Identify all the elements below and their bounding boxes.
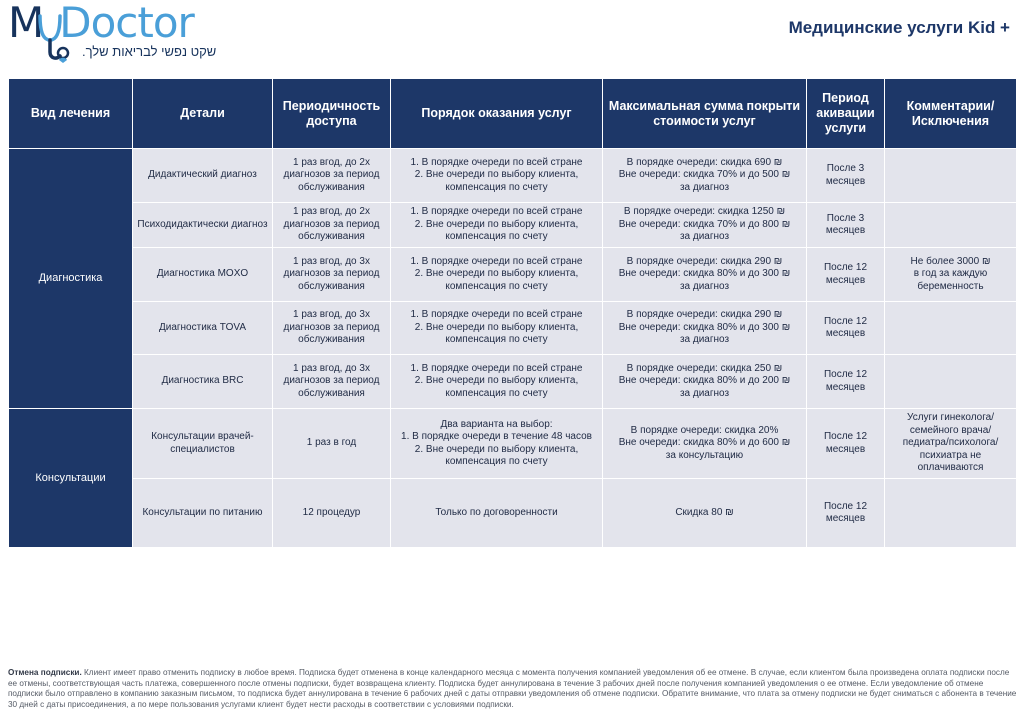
row-max-coverage-line: В порядке очереди: скидка 690 ₪ (626, 156, 783, 168)
row-max-coverage-line: В порядке очереди: скидка 250 ₪ (626, 362, 783, 374)
row-max-coverage-line: Вне очереди: скидка 80% и до 300 ₪ (618, 321, 791, 333)
row-comments-line: семейного врача/ (909, 424, 992, 436)
row-frequency (273, 149, 391, 203)
row-max-coverage-line: Вне очереди: скидка 80% и до 300 ₪ (618, 268, 791, 280)
row-service-order (391, 479, 603, 548)
logo-wordmark-prefix: M (8, 0, 44, 47)
logo-tagline: שקט נפשי לבריאות שלך. (82, 44, 217, 59)
row-service-order-line: 2. Вне очереди по выбору клиента, (414, 218, 579, 230)
row-comments (885, 355, 1017, 409)
row-max-coverage-line: за диагноз (679, 181, 730, 193)
row-comments-line: педиатра/психолога/ (902, 437, 999, 449)
row-activation-period (807, 203, 885, 248)
row-details: Диагностика BRC (133, 355, 273, 409)
row-frequency (273, 248, 391, 302)
row-service-order-line: 1. В порядке очереди по всей стране (410, 206, 583, 218)
table-row (9, 409, 1017, 479)
row-frequency (273, 479, 391, 548)
category-diagnostics: Диагностика (9, 149, 133, 409)
row-activation-period (807, 248, 885, 302)
row-activation-period-line: месяцев (825, 225, 866, 236)
row-activation-period-line: После 3 (826, 163, 865, 174)
row-activation-period-line: После 12 (823, 315, 868, 327)
row-max-coverage-line: Вне очереди: скидка 80% и до 200 ₪ (618, 375, 791, 387)
row-max-coverage-line: Вне очереди: скидка 70% и до 500 ₪ (618, 169, 791, 181)
logo-wordmark-main: Doctor (59, 0, 194, 47)
row-max-coverage (603, 248, 807, 302)
row-frequency-line: обслуживания (298, 387, 365, 399)
row-frequency-line: диагнозов за период (283, 218, 380, 230)
row-max-coverage (603, 355, 807, 409)
services-table (8, 78, 1017, 548)
row-max-coverage-line: за диагноз (679, 387, 730, 399)
row-frequency-line: 1 раз вгод, до 3х (293, 362, 370, 374)
row-max-coverage-line: Скидка 80 ₪ (675, 506, 734, 518)
row-service-order-line: 1. В порядке очереди в течение 48 часов (401, 431, 592, 442)
row-activation-period-line: месяцев (825, 175, 866, 187)
row-activation-period-line: месяцев (825, 274, 866, 286)
row-frequency-line: обслуживания (298, 181, 365, 193)
table-row (9, 149, 1017, 203)
row-service-order (391, 409, 603, 479)
row-comments (885, 409, 1017, 479)
row-activation-period-line: После 12 (823, 500, 868, 512)
row-comments (885, 248, 1017, 302)
row-max-coverage (603, 149, 807, 203)
row-service-order-line: 2. Вне очереди по выбору клиента, (414, 375, 579, 387)
row-activation-period (807, 355, 885, 409)
mydoctor-logo (8, 2, 248, 66)
row-activation-period (807, 409, 885, 479)
row-service-order (391, 149, 603, 203)
row-comments-line: беременность (917, 280, 984, 292)
cancellation-note (8, 668, 1018, 710)
row-service-order-line: 2. Вне очереди по выбору клиента, (414, 321, 579, 333)
row-activation-period-line: месяцев (825, 513, 866, 524)
row-max-coverage (603, 203, 807, 248)
row-max-coverage-line: В порядке очереди: скидка 290 ₪ (626, 309, 783, 321)
row-frequency-line: 1 раз вгод, до 3х (293, 309, 370, 321)
row-frequency-line: диагнозов за период (283, 169, 380, 181)
cancellation-note-text: Клиент имеет право отменить подписку в любое время. Подписка будет отменена в конце календарного месяца с момента получения компанией уведомления об ее отмене. В случае, если клиентом была произведена оплата подписки после ее отмены, соответствующая часть платежа, совершенного после отмены подписки, будет возвращена клиенту. Подписка будет аннулирована в течение 3 рабочих дней после получения компанией уведомления о ее отмене. Если уведомление об отмене подписки было отправлено в компанию заказным письмом, то подписка будет аннулирована в течение 6 рабочих дней с даты отправки уведомления об отмене подписки. Обратите внимание, что плата за отмену подписки не будет сниматься с абонента в течение 30 дней с даты присоединения, а по мере пользования услугами клиент будет нести расходы в соответствии с условиями подписки. (8, 668, 1017, 709)
category-consultations: Консультации (9, 409, 133, 548)
row-service-order-line: 2. Вне очереди по выбору клиента, (414, 169, 579, 181)
header-service-order: Порядок оказания услуг (391, 79, 603, 149)
row-max-coverage-line: Вне очереди: скидка 80% и до 600 ₪ (618, 437, 791, 449)
row-service-order-line: компенсация по счету (445, 387, 548, 399)
row-max-coverage (603, 409, 807, 479)
table-row (9, 355, 1017, 409)
page-title: Медицинские услуги Kid + (788, 18, 1010, 37)
row-activation-period-line: После 12 (823, 369, 868, 380)
row-service-order-line: компенсация по счету (445, 280, 548, 292)
row-details: Диагностика TOVA (133, 302, 273, 355)
row-max-coverage (603, 302, 807, 355)
row-frequency-line: 12 процедур (302, 506, 361, 518)
row-service-order-line: компенсация по счету (445, 181, 548, 193)
row-activation-period-line: месяцев (825, 328, 866, 339)
row-service-order-line: компенсация по счету (445, 334, 548, 346)
row-activation-period (807, 149, 885, 203)
row-frequency-line: диагнозов за период (283, 268, 380, 280)
row-frequency (273, 355, 391, 409)
row-service-order (391, 248, 603, 302)
row-details: Дидактический диагноз (133, 149, 273, 203)
row-activation-period (807, 479, 885, 548)
row-comments (885, 149, 1017, 203)
header-treatment-type: Вид лечения (9, 79, 133, 149)
row-max-coverage-line: В порядке очереди: скидка 1250 ₪ (623, 206, 786, 218)
table-row (9, 479, 1017, 548)
row-max-coverage (603, 479, 807, 548)
page-header (0, 0, 1024, 72)
row-service-order-line: Только по договоренности (435, 506, 558, 518)
row-comments (885, 302, 1017, 355)
row-frequency-line: 1 раз вгод, до 3х (293, 255, 370, 267)
cancellation-note-title: Отмена подписки. (8, 668, 82, 677)
row-comments (885, 203, 1017, 248)
row-frequency-line: 1 раз в год (306, 437, 357, 449)
row-activation-period-line: После 12 (823, 431, 868, 442)
table-header-row (9, 79, 1017, 149)
row-activation-period-line: месяцев (825, 381, 866, 393)
row-frequency-line: диагнозов за период (283, 321, 380, 333)
row-service-order-line: компенсация по счету (445, 456, 548, 467)
row-details: Диагностика MOXO (133, 248, 273, 302)
row-comments-line: в год за каждую (913, 268, 988, 280)
header-details: Детали (133, 79, 273, 149)
row-max-coverage-line: за консультацию (665, 449, 744, 461)
row-service-order (391, 355, 603, 409)
row-frequency-line: обслуживания (298, 280, 365, 292)
header-max-coverage: Максимальная сумма покрыти стоимости услуг (603, 79, 807, 149)
row-activation-period-line: После 3 (826, 212, 865, 224)
table-row (9, 248, 1017, 302)
row-frequency (273, 409, 391, 479)
row-comments (885, 479, 1017, 548)
row-frequency-line: обслуживания (298, 334, 365, 346)
row-comments-line: психиатра не (919, 449, 982, 461)
row-frequency (273, 203, 391, 248)
row-frequency-line: 1 раз вгод, до 2х (293, 206, 370, 218)
stethoscope-icon (36, 8, 76, 64)
row-service-order-line: 1. В порядке очереди по всей стране (410, 362, 583, 374)
row-details: Консультации по питанию (133, 479, 273, 548)
row-service-order-line: компенсация по счету (445, 231, 548, 243)
header-access-frequency: Периодичность доступа (273, 79, 391, 149)
row-details: Консультации врачей-специалистов (133, 409, 273, 479)
row-frequency-line: диагнозов за период (283, 375, 380, 387)
row-max-coverage-line: В порядке очереди: скидка 20% (630, 424, 779, 436)
row-service-order (391, 203, 603, 248)
row-max-coverage-line: за диагноз (679, 280, 730, 292)
row-service-order (391, 302, 603, 355)
row-max-coverage-line: за диагноз (679, 231, 730, 243)
row-activation-period-line: После 12 (823, 262, 868, 273)
row-details: Психодидактически диагноз (133, 203, 273, 248)
table-row (9, 203, 1017, 248)
row-service-order-line: 2. Вне очереди по выбору клиента, (414, 268, 579, 280)
row-max-coverage-line: В порядке очереди: скидка 290 ₪ (626, 255, 783, 267)
row-comments-line: Не более 3000 ₪ (910, 255, 991, 267)
row-service-order-line: 1. В порядке очереди по всей стране (410, 255, 583, 267)
header-activation-period: Период акивации услуги (807, 79, 885, 149)
row-service-order-line: 1. В порядке очереди по всей стране (410, 156, 583, 168)
row-comments-line: оплачиваются (917, 462, 984, 474)
row-service-order-line: Два варианта на выбор: (440, 418, 553, 430)
header-comments: Комментарии/ Исключения (885, 79, 1017, 149)
row-activation-period (807, 302, 885, 355)
row-max-coverage-line: за диагноз (679, 334, 730, 346)
row-service-order-line: 2. Вне очереди по выбору клиента, (414, 443, 579, 455)
row-frequency (273, 302, 391, 355)
table-row (9, 302, 1017, 355)
row-frequency-line: 1 раз вгод, до 2х (293, 156, 370, 168)
row-comments-line: Услуги гинеколога/ (907, 412, 994, 424)
row-max-coverage-line: Вне очереди: скидка 70% и до 800 ₪ (618, 218, 791, 230)
row-activation-period-line: месяцев (825, 443, 866, 455)
row-frequency-line: обслуживания (298, 231, 365, 243)
row-service-order-line: 1. В порядке очереди по всей стране (410, 309, 583, 321)
